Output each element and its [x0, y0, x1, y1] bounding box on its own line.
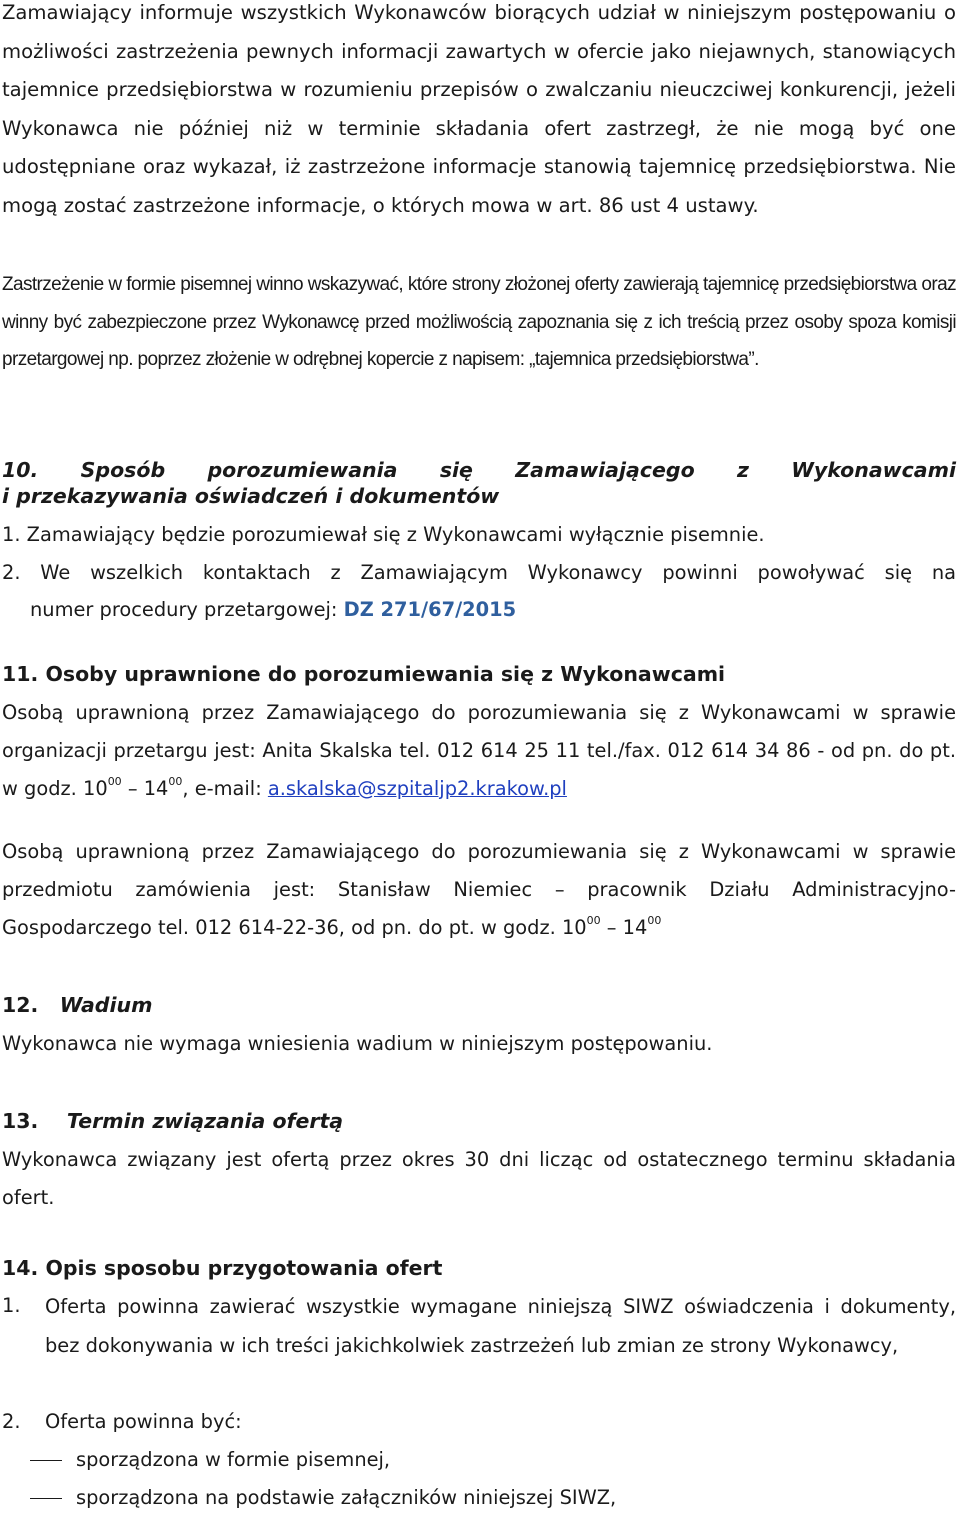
section-10-item-2: 2. We wszelkich kontaktach z Zamawiającym Wykonawcy powinni powoływać się na — [2, 561, 956, 584]
section-14-heading: 14. Opis sposobu przygotowania ofert — [2, 1256, 443, 1280]
section-13-title: Termin związania ofertą — [66, 1109, 344, 1133]
section-11-paragraph-1 — [2, 694, 956, 808]
bullet-item: sporządzona na podstawie załączników niniejszej SIWZ, — [76, 1486, 617, 1509]
paragraph-reservation-form: Zastrzeżenie w formie pisemnej winno wskazywać, które strony złożonej oferty zawierają tajemnicę przedsiębiorstwa oraz winny być zabezpieczone przez Wykonawcę przed możliwością zapoznania się z ich treścią przez osoby spoza komisji przetargowej np. poprzez złożenie w odrębnej kopercie z napisem: „tajemnica przedsiębiorstwa”. — [2, 274, 956, 370]
section-12-heading — [2, 986, 956, 1024]
section-14-item-2-number: 2. — [2, 1410, 21, 1433]
em-dash-bullet — [30, 1460, 62, 1461]
hour-from-minutes: 00 — [586, 913, 601, 927]
section-10-heading-line1: 10. Sposób porozumiewania się Zamawiającego z Wykonawcami — [2, 458, 956, 482]
section-10-item-2-cont — [2, 591, 956, 629]
section-14-item-1-text: Oferta powinna zawierać wszystkie wymagane niniejszą SIWZ oświadczenia i dokumenty, bez dokonywania w ich treści jakichkolwiek zastrzeżeń lub zmian ze strony Wykonawcy, — [45, 1295, 956, 1357]
hour-to-minutes: 00 — [647, 913, 662, 927]
hour-to-minutes: 00 — [168, 774, 183, 788]
procedure-number: DZ 271/67/2015 — [343, 598, 517, 621]
section-13-heading — [2, 1102, 956, 1140]
section-13-text: Wykonawca związany jest ofertą przez okres 30 dni licząc od ostatecznego terminu składania ofert. — [2, 1148, 956, 1209]
section-10-heading-line2: i przekazywania oświadczeń i dokumentów — [2, 484, 500, 508]
section-12-number: 12. — [2, 993, 39, 1017]
bullet-item: sporządzona w formie pisemnej, — [76, 1448, 391, 1471]
procedure-label: numer procedury przetargowej: — [30, 598, 338, 621]
hour-to: – 14 — [121, 777, 169, 800]
hour-from-minutes: 00 — [107, 774, 122, 788]
section-11-paragraph-2 — [2, 833, 956, 947]
section-14-item-1-number: 1. — [2, 1294, 21, 1317]
contact-1-text: Osobą uprawnioną przez Zamawiającego do porozumiewania się z Wykonawcami w sprawie organizacji przetargu jest: Anita Skalska tel. 012 614 25 11 tel./fax. 012 614 34 86 - od pn. do pt. w godz. 10 — [2, 701, 956, 800]
em-dash-bullet — [30, 1498, 62, 1499]
section-12-text: Wykonawca nie wymaga wniesienia wadium w niniejszym postępowaniu. — [2, 1032, 713, 1055]
section-14-item-2-text: Oferta powinna być: — [45, 1410, 242, 1433]
section-12-title: Wadium — [59, 993, 153, 1017]
email-link[interactable]: a.skalska@szpitaljp2.krakow.pl — [267, 777, 567, 800]
email-prefix: , e-mail: — [182, 777, 268, 800]
section-11-heading: 11. Osoby uprawnione do porozumiewania się z Wykonawcami — [2, 662, 726, 686]
section-13-number: 13. — [2, 1109, 39, 1133]
contact-2-text: Osobą uprawnioną przez Zamawiającego do porozumiewania się z Wykonawcami w sprawie przedmiotu zamówienia jest: Stanisław Niemiec – pracownik Działu Administracyjno-Gospodarczego tel. 012 614-22-36, od pn. do pt. w godz. 10 — [2, 840, 956, 939]
section-10-item-1: 1. Zamawiający będzie porozumiewał się z Wykonawcami wyłącznie pisemnie. — [2, 523, 765, 546]
hour-to: – 14 — [600, 916, 648, 939]
paragraph-confidentiality: Zamawiający informuje wszystkich Wykonawców biorących udział w niniejszym postępowaniu o możliwości zastrzeżenia pewnych informacji zawartych w ofercie jako niejawnych, stanowiących tajemnice przedsiębiorstwa w rozumieniu przepisów o zwalczaniu nieuczciwej konkurencji, jeżeli Wykonawca nie później niż w terminie składania ofert zastrzegł, że nie mogą być one udostępniane oraz wykazał, iż zastrzeżone informacje stanowią tajemnicę przedsiębiorstwa. Nie mogą zostać zastrzeżone informacje, o których mowa w art. 86 ust 4 ustawy. — [2, 1, 956, 217]
